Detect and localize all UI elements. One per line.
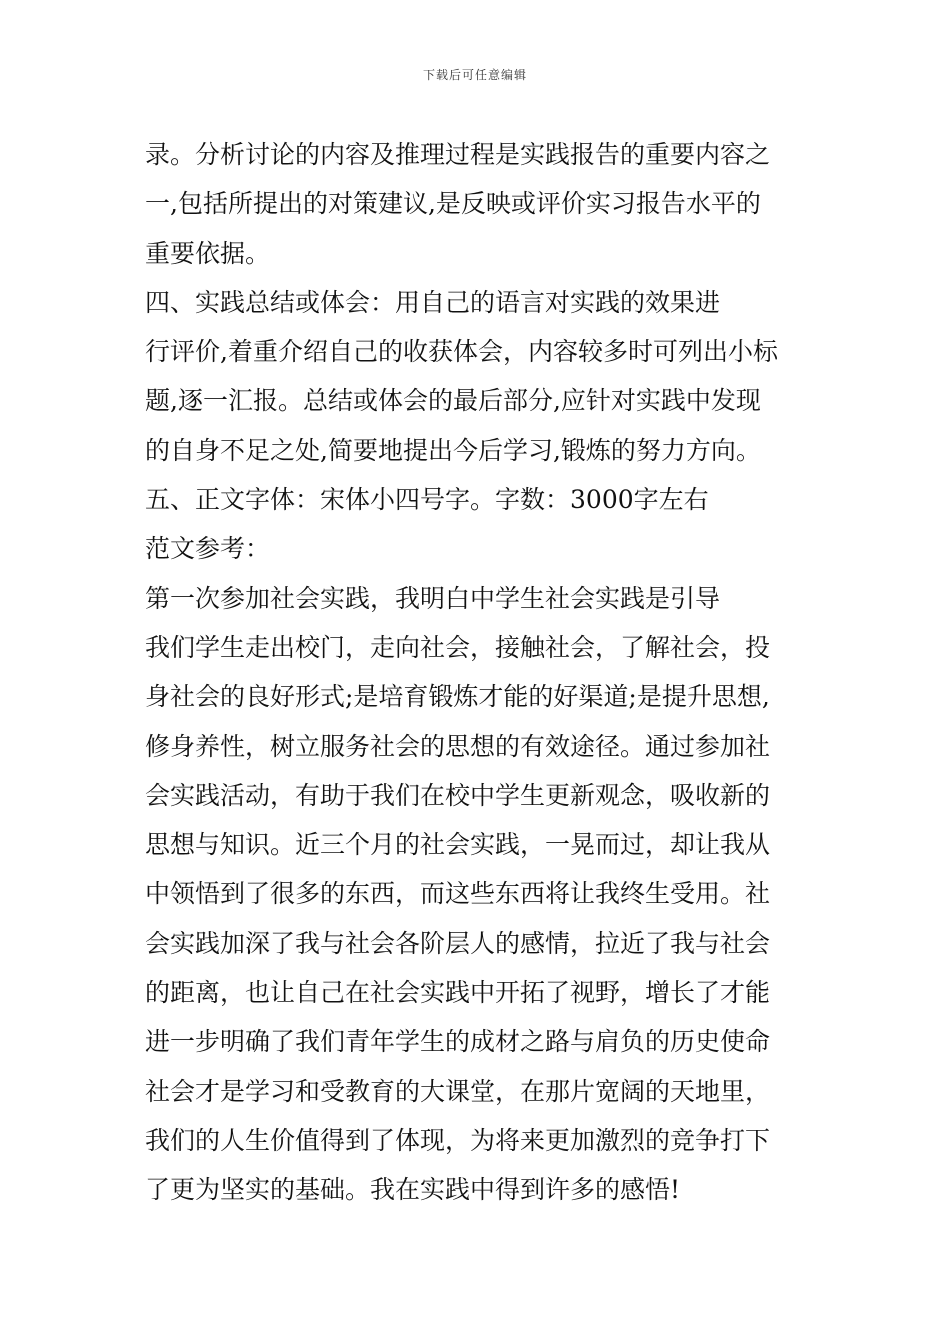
text-line: 了更为坚实的基础。我在实践中得到许多的感悟! <box>145 1175 681 1205</box>
text-line: 思想与知识。近三个月的社会实践，一晃而过，却让我从 <box>145 830 771 860</box>
text-line: 进一步明确了我们青年学生的成材之路与肩负的历史使命 <box>145 1027 771 1057</box>
text-line: 四、实践总结或体会：用自己的语言对实践的效果进 <box>145 287 721 317</box>
text-line: 会实践加深了我与社会各阶层人的感情，拉近了我与社会 <box>145 928 771 958</box>
text-line: 身社会的良好形式;是培育锻炼才能的好渠道;是提升思想, <box>145 682 770 712</box>
header-note: 下载后可任意编辑 <box>422 68 527 82</box>
text-line: 我们学生走出校门，走向社会，接触社会，了解社会，投 <box>145 632 771 662</box>
text-line: 的距离，也让自己在社会实践中开拓了视野，增长了才能 <box>145 978 771 1008</box>
text-line: 中领悟到了很多的东西，而这些东西将让我终生受用。社 <box>145 879 771 909</box>
text-line: 第一次参加社会实践，我明白中学生社会实践是引导 <box>145 583 721 613</box>
text-line: 修身养性，树立服务社会的思想的有效途径。通过参加社 <box>145 731 771 761</box>
text-line: 范文参考： <box>145 534 271 564</box>
body-text <box>145 130 835 1215</box>
text-line: 社会才是学习和受教育的大课堂，在那片宽阔的天地里， <box>145 1076 771 1106</box>
text-line: 题,逐一汇报。总结或体会的最后部分,应针对实践中发现 <box>145 386 761 416</box>
text-line: 行评价,着重介绍自己的收获体会，内容较多时可列出小标 <box>145 337 778 367</box>
text-line: 录。分析讨论的内容及推理过程是实践报告的重要内容之 <box>145 140 771 169</box>
text-line: 的自身不足之处,简要地提出今后学习,锻炼的努力方向。 <box>145 435 761 465</box>
text-line: 五、正文字体：宋体小四号字。字数：3000字左右 <box>145 485 709 515</box>
text-line: 我们的人生价值得到了体现，为将来更加激烈的竞争打下 <box>145 1125 771 1155</box>
text-line: 会实践活动，有助于我们在校中学生更新观念，吸收新的 <box>145 780 771 810</box>
text-line: 重要依据。 <box>145 238 271 268</box>
text-line: 一,包括所提出的对策建议,是反映或评价实习报告水平的 <box>145 189 761 219</box>
